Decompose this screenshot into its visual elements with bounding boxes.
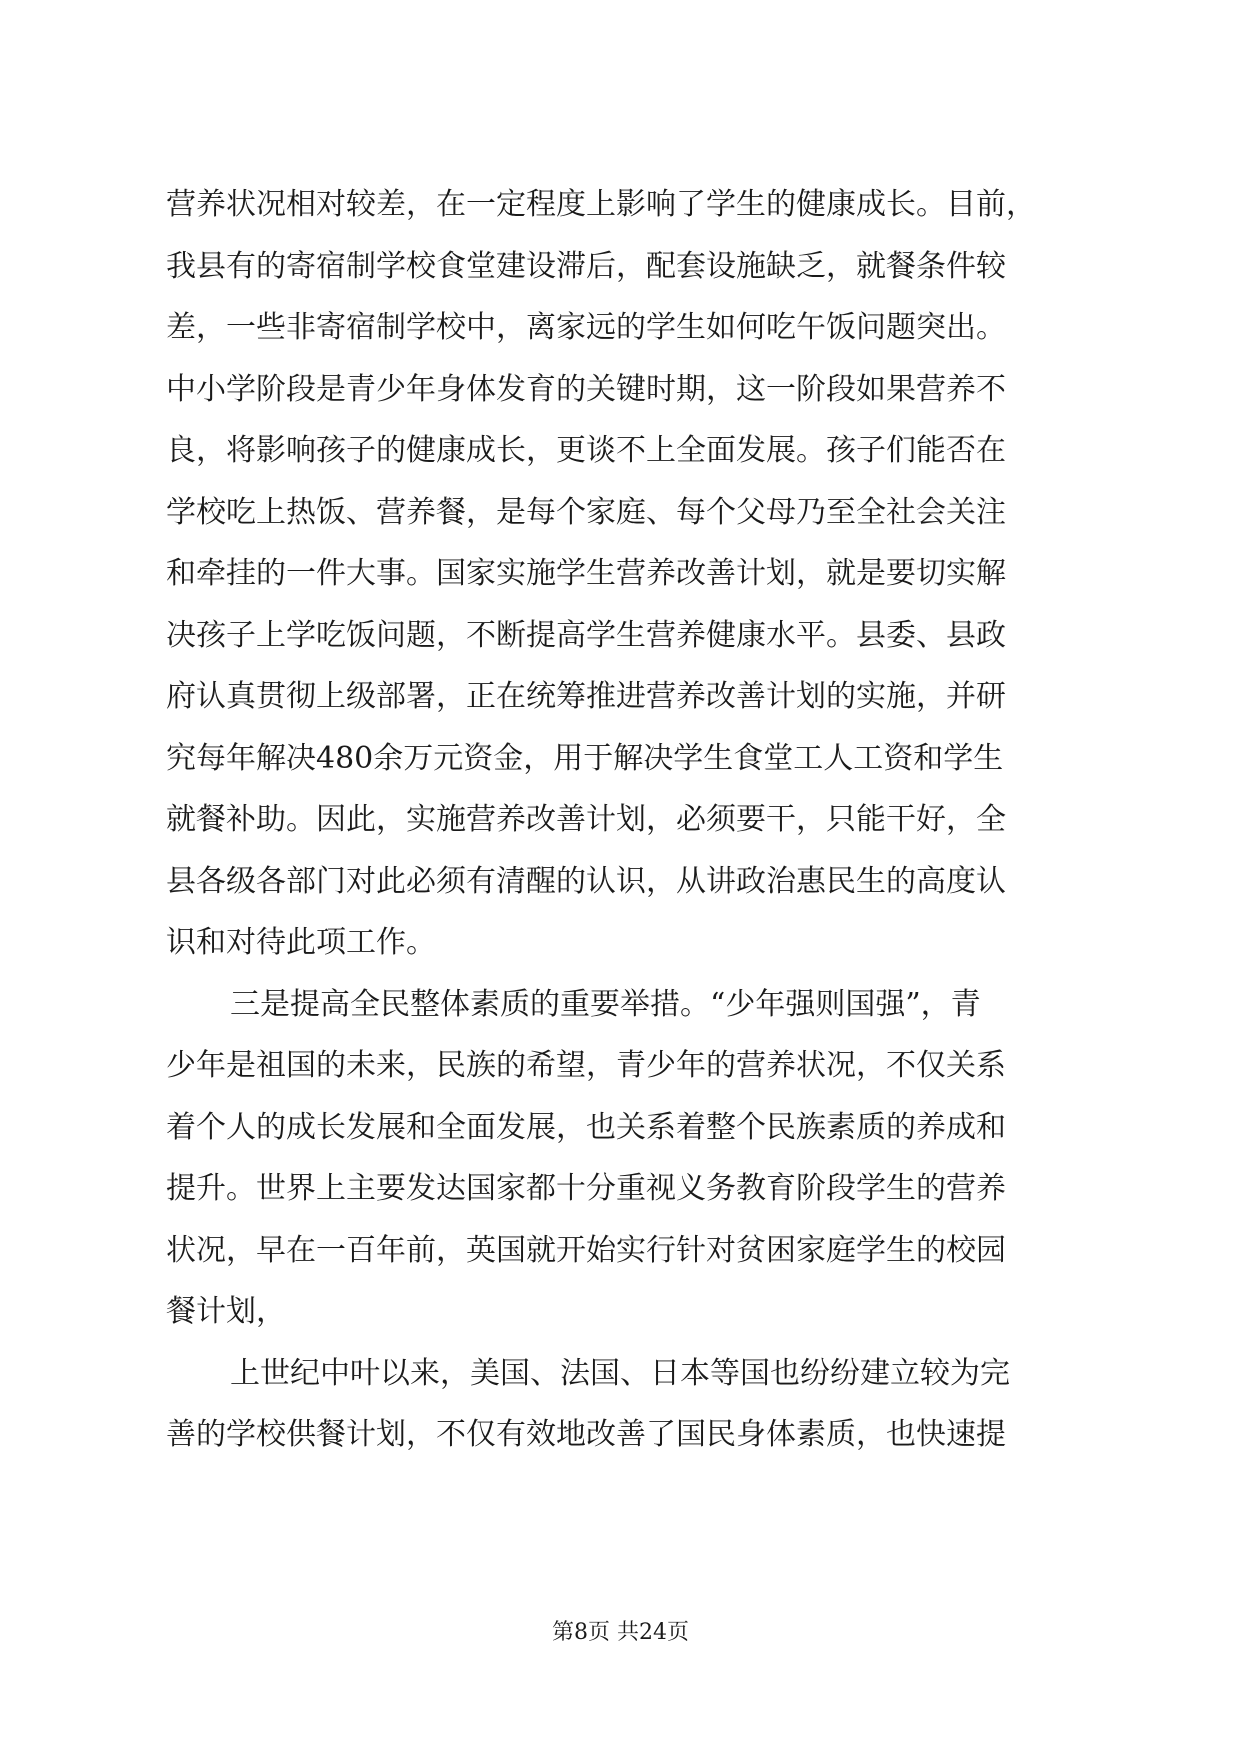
text-line: 我县有的寄宿制学校食堂建设滞后，配套设施缺乏，就餐条件较: [166, 248, 1006, 284]
paragraph-start-line: 上世纪中叶以来，美国、法国、日本等国也纷纷建立较为完: [230, 1355, 1010, 1391]
text-line: 状况，早在一百年前，英国就开始实行针对贫困家庭学生的校园: [166, 1232, 1006, 1268]
text-line: 差，一些非寄宿制学校中，离家远的学生如何吃午饭问题突出。: [166, 310, 1006, 345]
body-text: [166, 174, 1086, 1466]
page-number-footer: 第8页 共24页: [552, 1620, 689, 1645]
text-line: 善的学校供餐计划，不仅有效地改善了国民身体素质，也快速提: [166, 1417, 1006, 1452]
paragraph-start-line: 三是提高全民整体素质的重要举措。“少年强则国强”，青: [230, 986, 981, 1022]
text-line: 究每年解决480余万元资金，用于解决学生食堂工人工资和学生: [166, 740, 1004, 776]
text-line: 府认真贯彻上级部署，正在统筹推进营养改善计划的实施，并研: [166, 679, 1006, 714]
text-line: 中小学阶段是青少年身体发育的关键时期，这一阶段如果营养不: [166, 371, 1006, 407]
text-line: 良，将影响孩子的健康成长，更谈不上全面发展。孩子们能否在: [166, 433, 1006, 468]
text-line: 和牵挂的一件大事。国家实施学生营养改善计划，就是要切实解: [166, 556, 1006, 591]
text-line: 就餐补助。因此，实施营养改善计划，必须要干，只能干好，全: [166, 802, 1006, 837]
text-line: 学校吃上热饭、营养餐，是每个家庭、每个父母乃至全社会关注: [166, 494, 1006, 530]
text-line: 决孩子上学吃饭问题，不断提高学生营养健康水平。县委、县政: [166, 617, 1006, 653]
text-line: 提升。世界上主要发达国家都十分重视义务教育阶段学生的营养: [166, 1171, 1006, 1206]
text-line: 少年是祖国的未来，民族的希望，青少年的营养状况，不仅关系: [166, 1048, 1006, 1083]
text-line: 营养状况相对较差，在一定程度上影响了学生的健康成长。目前，: [166, 187, 1036, 222]
text-line: 餐计划，: [166, 1294, 286, 1329]
text-line: 县各级各部门对此必须有清醒的认识，从讲政治惠民生的高度认: [166, 863, 1006, 899]
text-line: 着个人的成长发展和全面发展，也关系着整个民族素质的养成和: [166, 1109, 1006, 1145]
text-line: 识和对待此项工作。: [166, 925, 436, 960]
